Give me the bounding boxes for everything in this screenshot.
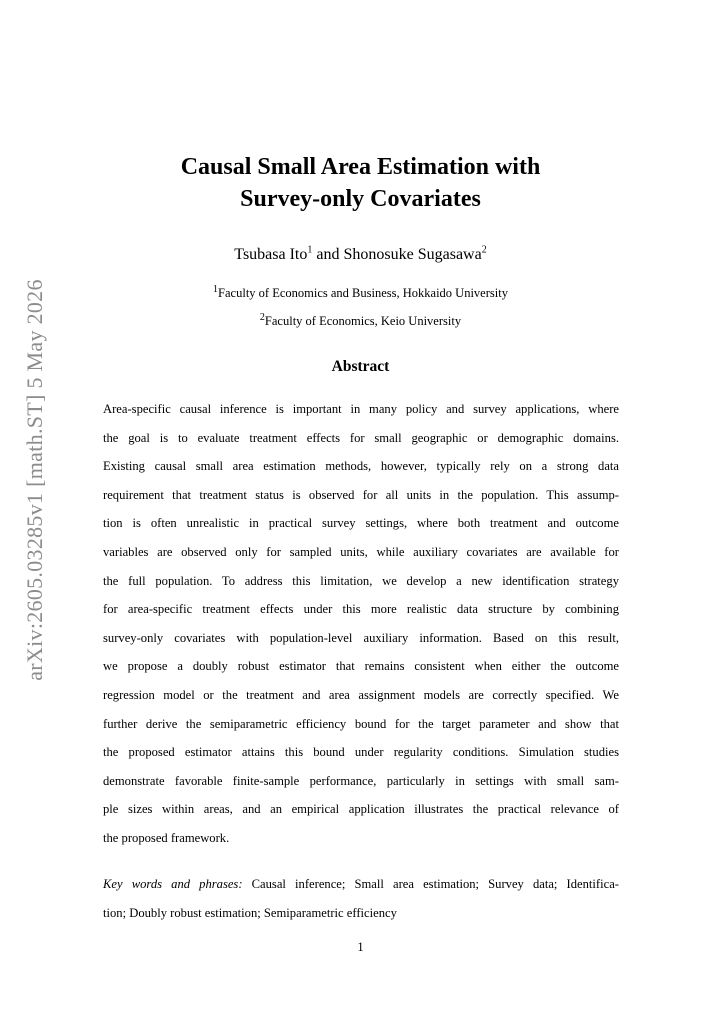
abstract-heading: Abstract	[331, 358, 390, 375]
abstract-line: for area-specific treatment effects under this more realistic data structure by combining	[103, 602, 619, 617]
keywords-label: Key words and phrases:	[103, 877, 243, 891]
abstract-line: the full population. To address this limitation, we develop a new identification strategy	[103, 573, 619, 588]
title-line-1: Causal Small Area Estimation with	[180, 154, 541, 180]
author-connector: and	[312, 246, 344, 263]
abstract-line: ple sizes within areas, and an empirical application illustrates the practical relevance of	[103, 802, 619, 817]
author-affiliation-mark-1: 1	[307, 244, 313, 256]
abstract-line: the proposed estimator attains this bound under regularity conditions. Simulation studies	[103, 745, 619, 760]
abstract-line: demonstrate favorable finite-sample performance, particularly in settings with small sam-	[103, 773, 619, 788]
abstract-line: Existing causal small area estimation methods, however, typically rely on a strong data	[103, 459, 619, 474]
author-list	[0, 246, 721, 264]
title-line-2: Survey-only Covariates	[240, 186, 481, 212]
author-name-1: Tsubasa Ito	[234, 246, 308, 263]
abstract-line: regression model or the treatment and area assignment models are correctly specified. We	[103, 687, 619, 702]
abstract-line: further derive the semiparametric efficiency bound for the target parameter and show that	[103, 716, 619, 731]
abstract-line: survey-only covariates with population-level auxiliary information. Based on this result,	[103, 630, 619, 645]
abstract-line: tion is often unrealistic in practical survey settings, where both treatment and outcome	[103, 516, 619, 531]
abstract-body	[103, 395, 619, 853]
keywords-line-1	[103, 870, 619, 899]
abstract-line: the proposed framework.	[103, 830, 230, 845]
abstract-line: the goal is to evaluate treatment effects for small geographic or demographic domains.	[103, 430, 619, 445]
abstract-line: variables are observed only for sampled units, while auxiliary covariates are available for	[103, 544, 619, 559]
abstract-line: Area-specific causal inference is important in many policy and survey applications, where	[103, 402, 619, 416]
abstract-line: we propose a doubly robust estimator that remains consistent when either the outcome	[103, 659, 619, 674]
keywords-text-1: Causal inference; Small area estimation; Survey data; Identifica-	[242, 877, 619, 891]
affiliation-text-2: Faculty of Economics, Keio University	[264, 314, 462, 328]
affiliation-text-1: Faculty of Economics and Business, Hokkaido University	[218, 286, 508, 300]
keywords-block	[103, 870, 619, 927]
affiliation-mark-2: 2	[259, 311, 265, 323]
abstract-line: requirement that treatment status is observed for all units in the population. This assump-	[103, 487, 619, 502]
affiliation-mark-1: 1	[213, 283, 219, 295]
affiliation-1	[0, 283, 721, 301]
author-name-2: Shonosuke Sugasawa	[343, 246, 482, 263]
keywords-line-2: tion; Doubly robust estimation; Semiparametric efficiency	[103, 905, 397, 920]
paper-title	[0, 151, 721, 215]
page-number: 1	[357, 940, 364, 954]
arxiv-identifier-stamp: arXiv:2605.03285v1 [math.ST] 5 May 2026	[22, 279, 47, 681]
author-affiliation-mark-2: 2	[481, 244, 487, 256]
affiliation-2	[0, 311, 721, 329]
